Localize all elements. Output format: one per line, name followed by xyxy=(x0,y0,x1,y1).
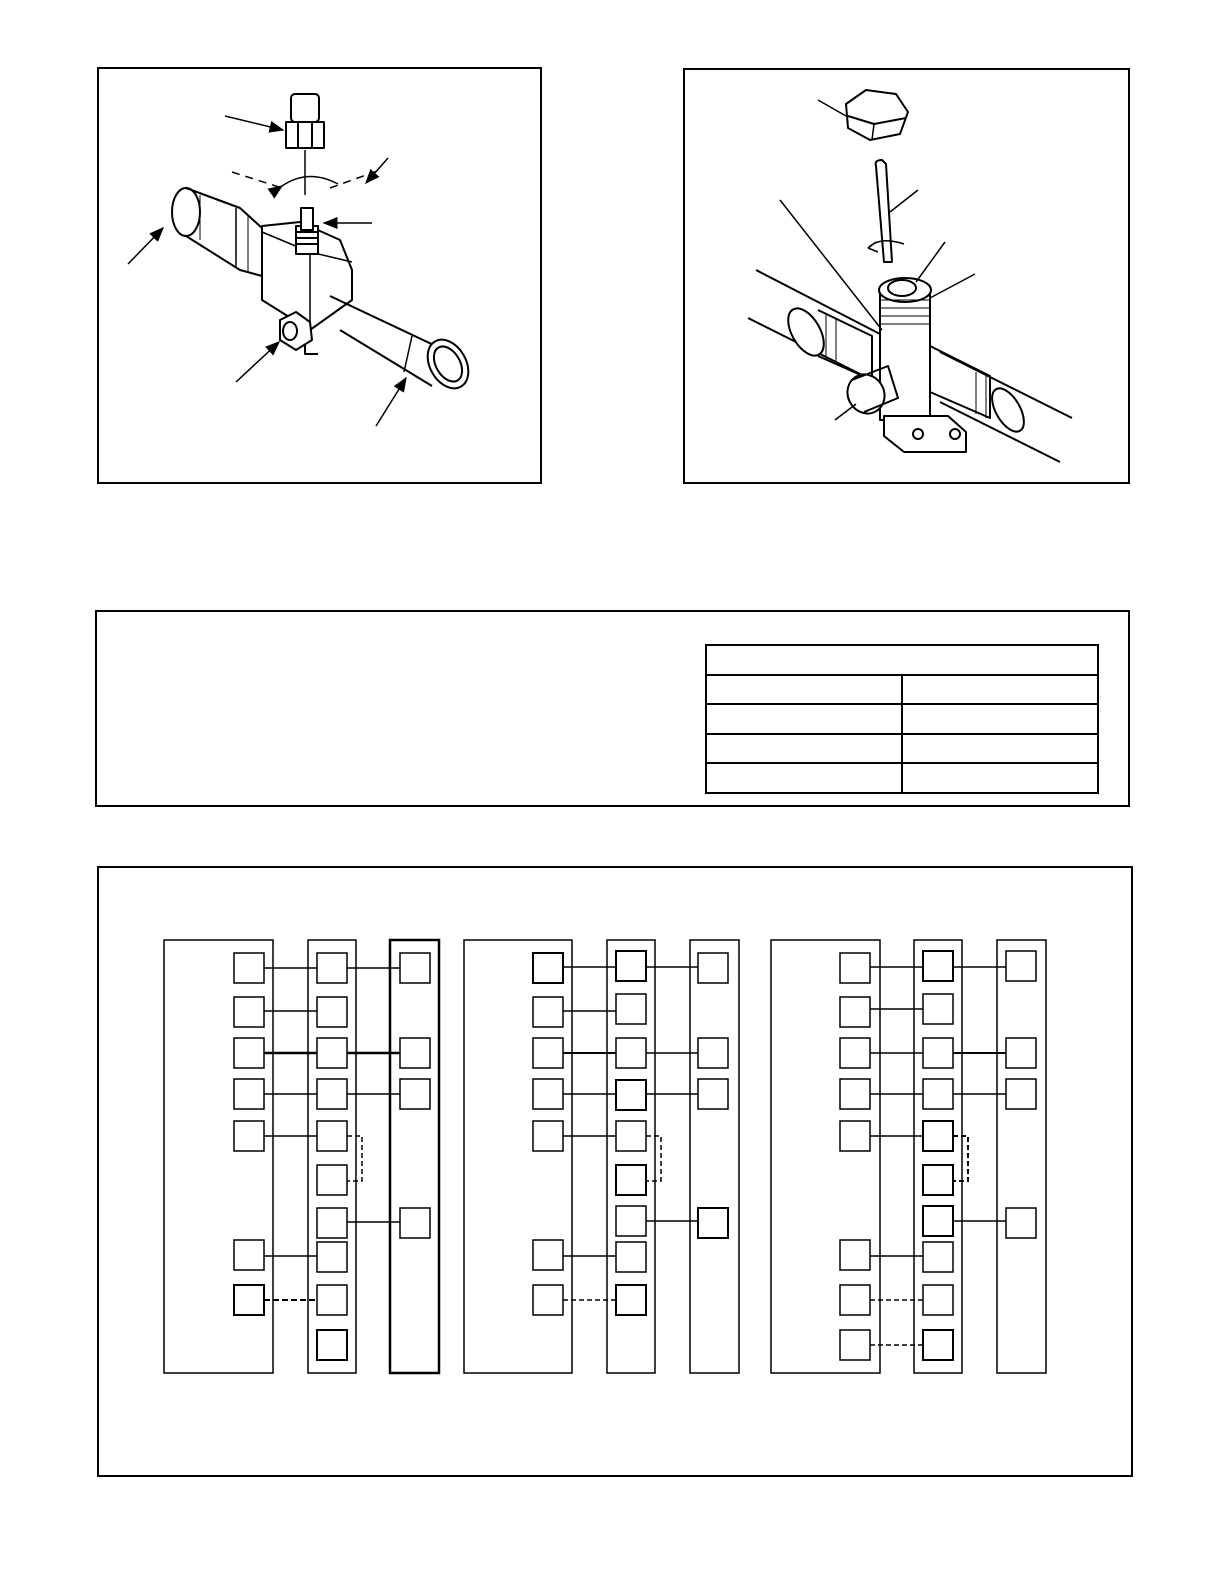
spec-table-cell xyxy=(902,763,1098,793)
spec-table-cell xyxy=(902,675,1098,705)
spec-table-cell xyxy=(706,675,902,705)
table-row xyxy=(706,704,1098,734)
spec-table-header-row xyxy=(706,645,1098,675)
spec-table-cell xyxy=(706,734,902,764)
spec-table-cell xyxy=(706,704,902,734)
spec-table-cell xyxy=(902,704,1098,734)
table-row xyxy=(706,734,1098,764)
service-valve-figure-frame xyxy=(683,68,1130,484)
wiring-diagram-box xyxy=(97,866,1133,1477)
table-row xyxy=(706,763,1098,793)
spec-table-cell xyxy=(902,734,1098,764)
spec-table-header xyxy=(706,645,1098,675)
specification-table xyxy=(705,644,1099,794)
ball-valve-figure-frame xyxy=(97,67,542,484)
table-row xyxy=(706,675,1098,705)
spec-table-cell xyxy=(706,763,902,793)
